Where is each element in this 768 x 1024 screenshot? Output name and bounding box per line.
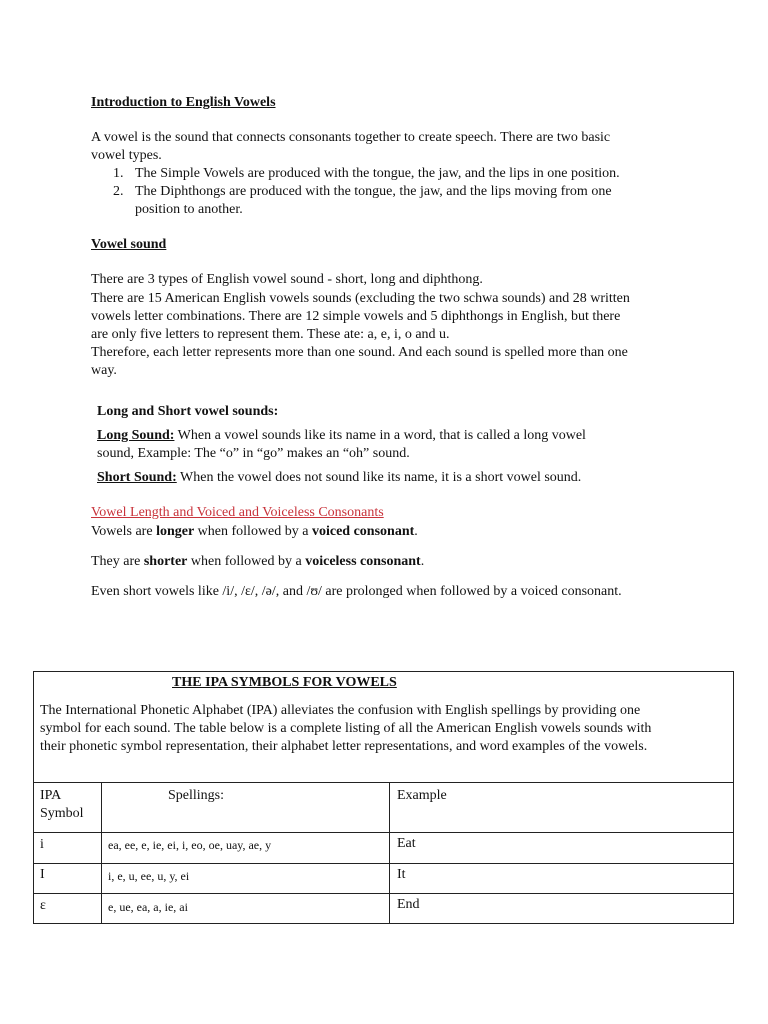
table-divider (33, 863, 734, 864)
list-text-continued: position to another. (135, 202, 243, 217)
table-cell-spellings: ea, ee, e, ie, ei, i, eo, oe, uay, ae, y (108, 838, 272, 852)
section-heading-vowel-length: Vowel Length and Voiced and Voiceless Consonants (91, 505, 384, 520)
ipa-table-title: THE IPA SYMBOLS FOR VOWELS (172, 675, 397, 690)
section-heading-vowel-sound: Vowel sound (91, 237, 167, 252)
table-header-example: Example (397, 788, 447, 803)
long-sound-text-continued: sound, Example: The “o” in “go” makes an “oh” sound. (97, 446, 410, 461)
text-run: They are (91, 554, 144, 569)
table-divider (33, 893, 734, 894)
table-header-symbol: IPA (40, 788, 62, 803)
table-divider (33, 832, 734, 833)
vowel-length-line (91, 553, 424, 571)
short-sound-text: When the vowel does not sound like its name, it is a short vowel sound. (176, 470, 582, 485)
emphasis-longer: longer (156, 524, 195, 539)
list-number: 2. (113, 184, 124, 199)
ipa-description-line: symbol for each sound. The table below is a complete listing of all the American English vowels sounds with (40, 721, 652, 736)
long-sound-label: Long Sound: (97, 428, 175, 443)
table-cell-symbol: i (40, 837, 44, 852)
table-cell-spellings: i, e, u, ee, u, y, ei (108, 869, 190, 883)
long-sound-definition (97, 427, 586, 445)
table-cell-example: Eat (397, 836, 416, 851)
table-divider (389, 782, 390, 923)
paragraph-line: vowels letter combinations. There are 12 simple vowels and 5 diphthongs in English, but there (91, 309, 621, 324)
list-item (113, 165, 620, 183)
vowel-length-line: Even short vowels like /i/, /ɛ/, /ə/, and /ʊ/ are prolonged when followed by a voiced consonant. (91, 584, 622, 599)
paragraph-line: are only five letters to represent them. These ate: a, e, i, o and u. (91, 327, 450, 342)
list-text: The Diphthongs are produced with the tongue, the jaw, and the lips moving from one (135, 184, 612, 199)
list-item (113, 183, 612, 201)
table-cell-example: End (397, 897, 420, 912)
text-run: Vowels are (91, 524, 157, 539)
section-heading-long-short: Long and Short vowel sounds: (97, 404, 279, 419)
table-divider (101, 782, 102, 923)
document-title: Introduction to English Vowels (91, 95, 276, 110)
table-cell-symbol: ɛ (40, 898, 46, 913)
table-header-spellings: Spellings: (168, 788, 225, 803)
paragraph-line: way. (91, 363, 117, 378)
table-divider (33, 782, 734, 783)
ipa-description-line: their phonetic symbol representation, their alphabet letter representations, and word examples of the vowels. (40, 739, 648, 754)
list-text: The Simple Vowels are produced with the tongue, the jaw, and the lips in one position. (135, 166, 620, 181)
intro-text: vowel types. (91, 148, 162, 163)
table-cell-example: It (397, 867, 406, 882)
long-sound-text: When a vowel sounds like its name in a word, that is called a long vowel (174, 428, 586, 443)
paragraph-line: Therefore, each letter represents more than one sound. And each sound is spelled more than one (91, 345, 628, 360)
emphasis-voiceless-consonant: voiceless consonant (305, 554, 421, 569)
intro-text: A vowel is the sound that connects consonants together to create speech. There are two basic (91, 130, 611, 145)
table-cell-symbol: I (40, 867, 45, 882)
text-run: when followed by a (194, 524, 312, 539)
table-header-symbol: Symbol (40, 806, 84, 821)
short-sound-label: Short Sound: (97, 470, 177, 485)
emphasis-voiced-consonant: voiced consonant (311, 524, 415, 539)
paragraph-line: There are 15 American English vowels sounds (excluding the two schwa sounds) and 28 written (91, 291, 630, 306)
text-run: . (420, 554, 425, 569)
vowel-length-line (91, 523, 418, 541)
short-sound-definition (97, 469, 581, 487)
paragraph-line: There are 3 types of English vowel sound - short, long and diphthong. (91, 272, 483, 287)
text-run: when followed by a (187, 554, 306, 569)
table-cell-spellings: e, ue, ea, a, ie, ai (108, 900, 188, 914)
emphasis-shorter: shorter (143, 554, 188, 569)
text-run: . (414, 524, 418, 539)
ipa-description-line: The International Phonetic Alphabet (IPA) alleviates the confusion with English spellings by providing one (40, 703, 641, 718)
list-number: 1. (113, 166, 124, 181)
